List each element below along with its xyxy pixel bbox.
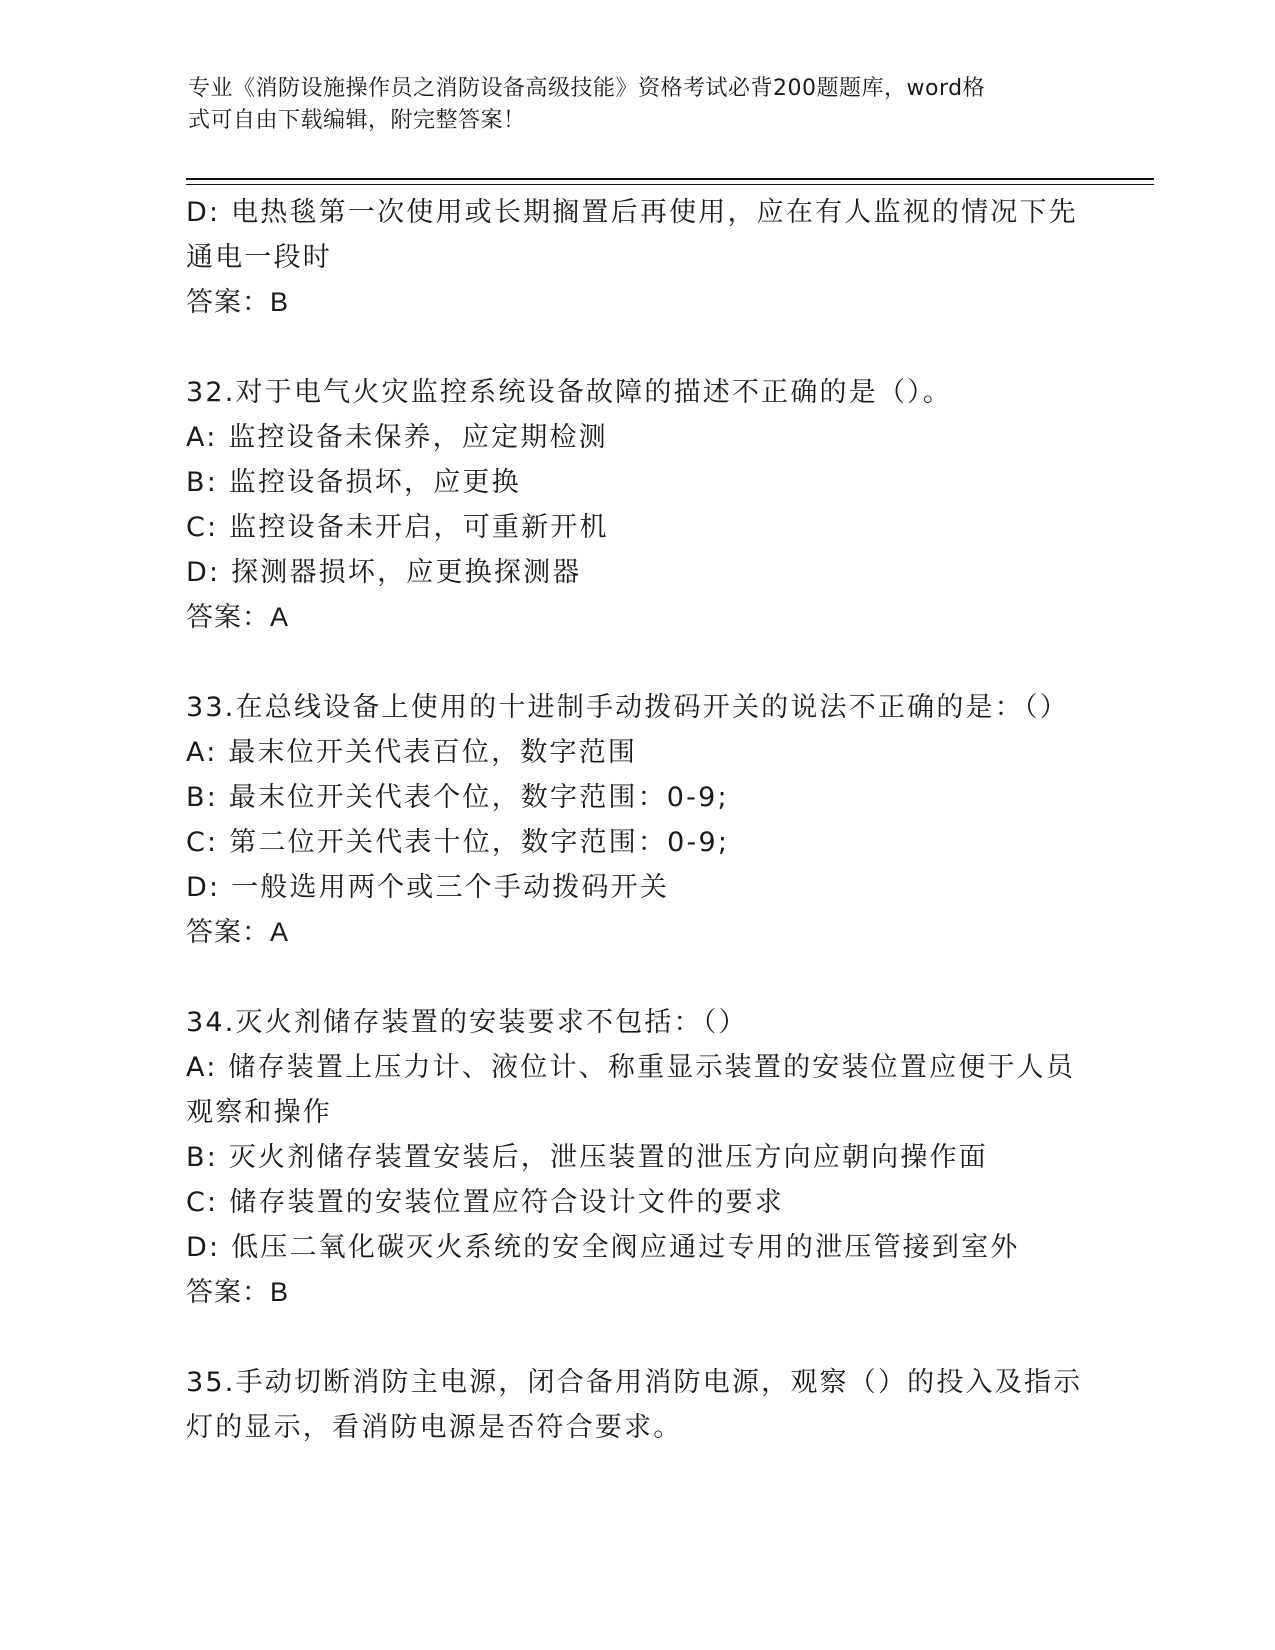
option-c: C: 第二位开关代表十位，数字范围：0-9; bbox=[186, 827, 730, 858]
page-header bbox=[188, 73, 1068, 137]
question-stem: 32.对于电气火灾监控系统设备故障的描述不正确的是（）。 bbox=[186, 377, 953, 408]
question-block-34 bbox=[186, 1000, 1086, 1315]
spacer bbox=[186, 325, 1086, 370]
option-a-continuation: 观察和操作 bbox=[186, 1097, 332, 1128]
option-d: D: 电热毯第一次使用或长期搁置后再使用，应在有人监视的情况下先 bbox=[186, 197, 1078, 228]
question-stem: 34.灭火剂储存装置的安装要求不包括：（） bbox=[186, 1007, 748, 1038]
answer-label: 答案：A bbox=[186, 917, 290, 947]
option-d: D: 低压二氧化碳灭火系统的安全阀应通过专用的泄压管接到室外 bbox=[186, 1232, 1020, 1263]
question-block-33 bbox=[186, 685, 1086, 955]
question-stem: 35.手动切断消防主电源，闭合备用消防电源，观察（）的投入及指示 bbox=[186, 1367, 1083, 1398]
option-c: C: 监控设备未开启，可重新开机 bbox=[186, 512, 609, 543]
question-stem: 33.在总线设备上使用的十进制手动拨码开关的说法不正确的是：（） bbox=[186, 692, 1069, 723]
header-divider-thin bbox=[186, 184, 1154, 185]
answer-label: 答案：B bbox=[186, 287, 290, 317]
question-stem-continuation: 灯的显示，看消防电源是否符合要求。 bbox=[186, 1412, 683, 1443]
option-d-continuation: 通电一段时 bbox=[186, 242, 332, 273]
option-a: A: 最末位开关代表百位，数字范围 bbox=[186, 737, 638, 768]
option-a: A: 监控设备未保养，应定期检测 bbox=[186, 422, 608, 453]
answer-label: 答案：B bbox=[186, 1277, 290, 1307]
option-b: B: 最末位开关代表个位，数字范围：0-9; bbox=[186, 782, 729, 813]
spacer bbox=[186, 955, 1086, 1000]
option-d: D: 探测器损坏，应更换探测器 bbox=[186, 557, 582, 588]
header-title-line-1: 专业《消防设施操作员之消防设备高级技能》资格考试必背200题题库，word格 bbox=[188, 76, 986, 101]
option-b: B: 监控设备损坏，应更换 bbox=[186, 467, 521, 498]
spacer bbox=[186, 1315, 1086, 1360]
spacer bbox=[186, 640, 1086, 685]
header-title-line-2: 式可自由下载编辑，附完整答案！ bbox=[188, 108, 526, 133]
option-d: D: 一般选用两个或三个手动拨码开关 bbox=[186, 872, 670, 903]
option-a: A: 储存装置上压力计、液位计、称重显示装置的安装位置应便于人员 bbox=[186, 1052, 1076, 1083]
option-b: B: 灭火剂储存装置安装后，泄压装置的泄压方向应朝向操作面 bbox=[186, 1142, 989, 1173]
answer-label: 答案：A bbox=[186, 602, 290, 632]
question-list bbox=[186, 190, 1086, 1450]
question-block-32 bbox=[186, 370, 1086, 640]
option-c: C: 储存装置的安装位置应符合设计文件的要求 bbox=[186, 1187, 784, 1218]
question-block-35 bbox=[186, 1360, 1086, 1450]
header-divider-thick bbox=[186, 178, 1154, 180]
question-block-31 bbox=[186, 190, 1086, 325]
